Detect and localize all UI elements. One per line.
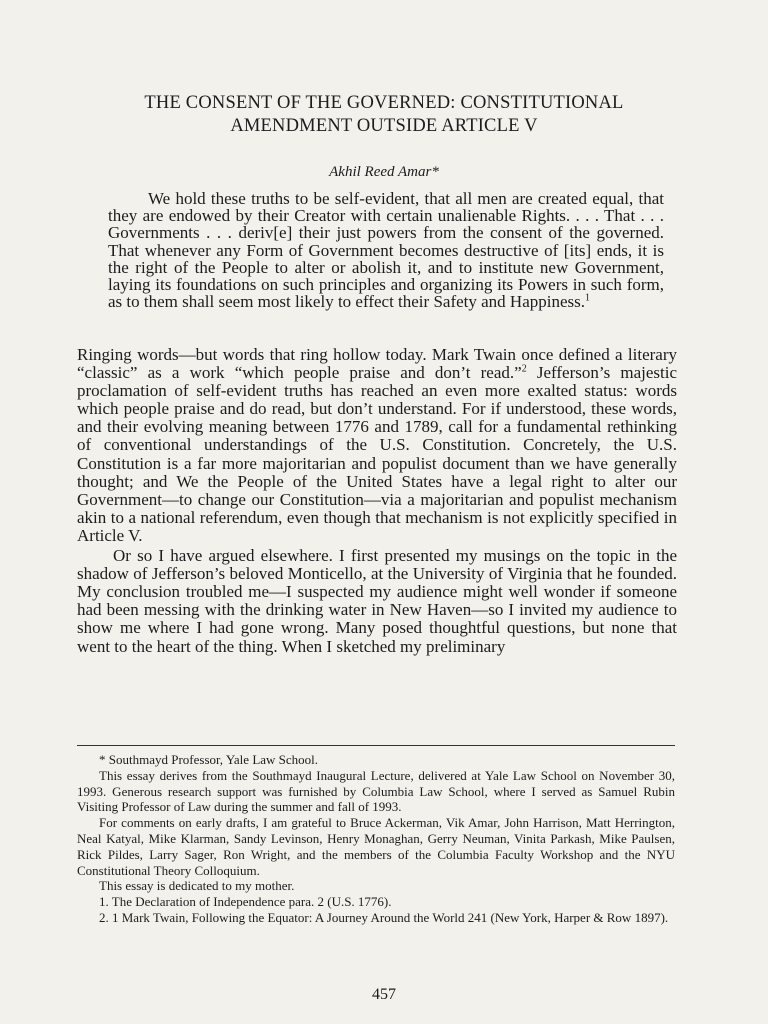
footnotes <box>77 752 675 926</box>
footnote-dedication: This essay is dedicated to my mother. <box>99 878 295 894</box>
title-line-2: AMENDMENT OUTSIDE ARTICLE V <box>230 116 538 136</box>
article-title <box>60 92 708 138</box>
epigraph-quote <box>108 190 664 310</box>
paragraph-2-text: Or so I have argued elsewhere. I first presented my musings on the topic in the shadow of Jefferson’s beloved Monticello, at the University of Virginia that he founded. My conclusion troubled me—I suspected my audience might well wonder if someone had been messing with the drinking water in New Haven—so I invited my audience to show me where I had gone wrong. Many posed thoughtful questions, but none that went to the heart of the thing. When I sketched my preliminary <box>77 546 677 656</box>
footnote-lecture: This essay derives from the Southmayd Inaugural Lecture, delivered at Yale Law School on November 30, 1993. Generous research support was furnished by Columbia Law School, where I served as Samuel Rubin Visiting Professor of Law during the summer and fall of 1993. <box>77 767 675 815</box>
epigraph-paragraph <box>108 190 664 310</box>
author-name: Akhil Reed Amar* <box>329 164 439 180</box>
footnote-1: 1. The Declaration of Independence para. 2 (U.S. 1776). <box>99 894 392 910</box>
footnote-2: 2. 1 Mark Twain, Following the Equator: A Journey Around the World 241 (New York, Harper & Row 1897). <box>99 909 669 925</box>
page-number: 457 <box>372 986 396 1003</box>
paragraph-1-text-a: Ringing words—but words that ring hollow today. Mark Twain once defined a literary “classic” as a work “which people praise and don’t read.” <box>77 345 677 383</box>
epigraph-text: We hold these truths to be self-evident, that all men are created equal, that they are endowed by their Creator with certain unalienable Rights. . . . That . . . Governments . . . deriv[e] their just powers from the consent of the governed. That whenever any Form of Government becomes destructive of [its] ends, it is the right of the People to alter or abolish it, and to institute new Government, laying its foundations on such principles and organizing its Powers in such form, as to them shall seem most likely to effect their Safety and Happiness. <box>108 189 664 312</box>
footnote-author: * Southmayd Professor, Yale Law School. <box>99 752 319 767</box>
body-paragraph-2 <box>77 547 677 656</box>
footnote-acknowledgments: For comments on early drafts, I am grateful to Bruce Ackerman, Vik Amar, John Harrison, Matt Herrington, Neal Katyal, Mike Klarman, Sandy Levinson, Henry Monaghan, Gerry Neuman, Vinita Parkash, Mike Paulsen, Rick Pildes, Larry Sager, Ron Wright, and the members of the Columbia Faculty Workshop and the NYU Constitutional Theory Colloquium. <box>77 815 675 878</box>
title-line-1: THE CONSENT OF THE GOVERNED: CONSTITUTIONAL <box>144 93 624 113</box>
footnote-ref-2: 2 <box>521 363 527 375</box>
body-text <box>77 346 677 658</box>
body-paragraph-1 <box>77 346 677 545</box>
footnote-ref-1: 1 <box>585 292 590 304</box>
paragraph-1-text-b: Jefferson’s majestic proclamation of self-evident truths has reached an even more exalted status: words which people praise and do read, but don’t understand. For if understood, these words, and their evolving meaning between 1776 and 1789, call for a fundamental rethinking of conventional understandings of the U.S. Constitution. Concretely, the U.S. Constitution is a far more majoritarian and populist document than we have generally thought; and We the People of the United States have a legal right to alter our Government—to change our Constitution—via a majoritarian and populist mechanism akin to a national referendum, even though that mechanism is not explicitly specified in Article V. <box>77 363 677 545</box>
footnote-divider <box>77 745 675 746</box>
